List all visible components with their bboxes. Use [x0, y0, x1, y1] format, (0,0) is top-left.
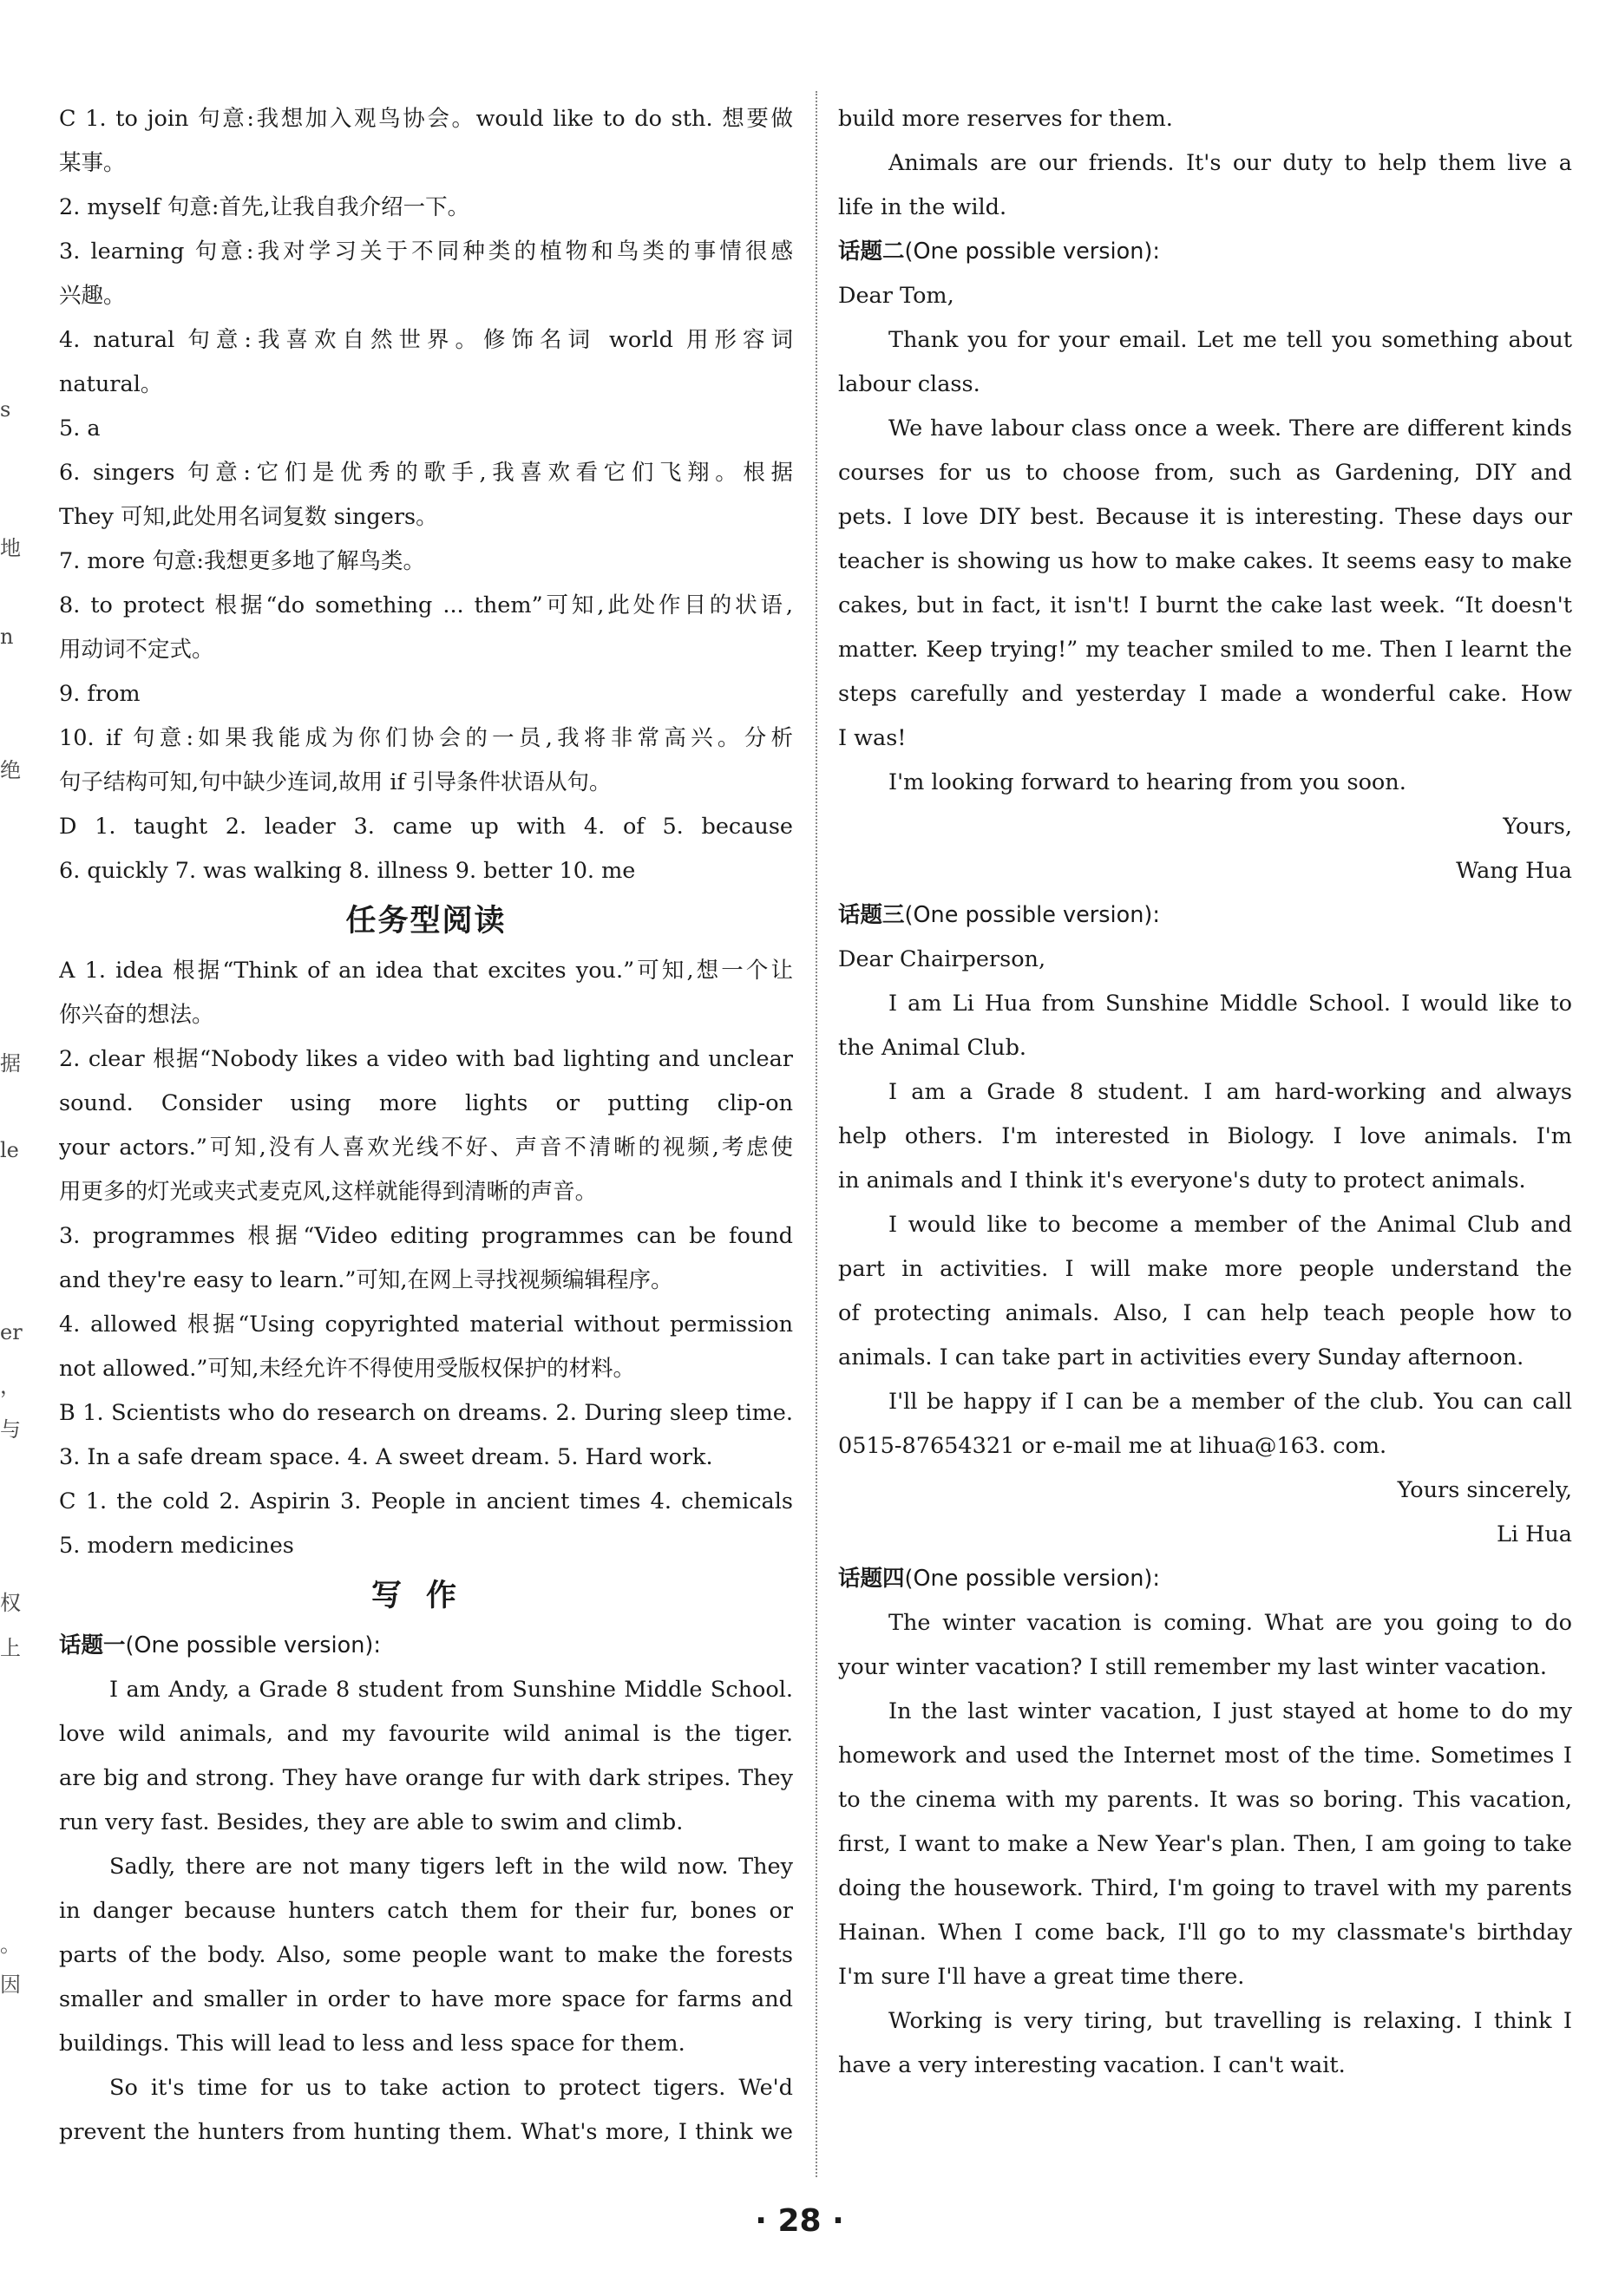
text-line: teacher is showing us how to make cakes. It seems easy to make: [838, 548, 1572, 574]
text-line: B 1. Scientists who do research on dreams. 2. During sleep time.: [59, 1400, 793, 1426]
edge-fragment: 地: [0, 536, 21, 560]
text-line: D 1. taught 2. leader 3. came up with 4. of 5. because: [59, 814, 793, 840]
text-line: matter. Keep trying!” my teacher smiled to me. Then I learnt the: [838, 637, 1572, 663]
topic-label: 话题三: [838, 902, 905, 928]
text-line: 9. from: [59, 681, 141, 707]
text-line: courses for us to choose from, such as Gardening, DIY and: [838, 460, 1572, 486]
topic-heading: [838, 893, 1572, 938]
text-line: 3. programmes 根据“Video editing programmes can be found: [59, 1223, 793, 1249]
topic-note: (One possible version):: [904, 239, 1160, 265]
topic-heading: [59, 1624, 793, 1668]
text-line: C 1. the cold 2. Aspirin 3. People in ancient times 4. chemicals: [59, 1488, 793, 1514]
text-line: Animals are our friends. It's our duty to help them live a: [888, 150, 1572, 176]
text-line: Dear Tom,: [838, 283, 954, 309]
edge-fragment: 上: [0, 1636, 21, 1660]
text-line: I'll be happy if I can be a member of the club. You can call: [888, 1389, 1572, 1415]
text-line: steps carefully and yesterday I made a wonderful cake. How: [838, 681, 1572, 707]
text-line: in danger because hunters catch them for their fur, bones or: [59, 1898, 793, 1924]
text-line: Thank you for your email. Let me tell you something about: [888, 327, 1572, 353]
text-line: C 1. to join 句意:我想加入观鸟协会。would like to do sth. 想要做: [59, 106, 793, 132]
topic-note: (One possible version):: [125, 1632, 381, 1658]
text-line: animals. I can take part in activities every Sunday afternoon.: [838, 1344, 1524, 1370]
text-line: have a very interesting vacation. I can't wait.: [838, 2052, 1346, 2078]
text-line: build more reserves for them.: [838, 106, 1173, 132]
text-line: We have labour class once a week. There are different kinds: [888, 415, 1572, 442]
text-line: and they're easy to learn.”可知,在网上寻找视频编辑程序。: [59, 1267, 673, 1293]
text-line: doing the housework. Third, I'm going to travel with my parents: [838, 1875, 1572, 1901]
text-line: 5. modern medicines: [59, 1533, 294, 1559]
edge-fragment: 权: [0, 1591, 21, 1615]
text-line: 5. a: [59, 415, 101, 442]
text-line: Dear Chairperson,: [838, 946, 1046, 972]
right-column: [838, 97, 1572, 2088]
text-line: 4. natural 句意:我喜欢自然世界。修饰名词 world 用形容词: [59, 327, 793, 353]
text-line: Working is very tiring, but travelling is relaxing. I think I: [888, 2008, 1572, 2034]
text-line: pets. I love DIY best. Because it is interesting. These days our: [838, 504, 1572, 530]
text-line: 2. myself 句意:首先,让我自我介绍一下。: [59, 194, 470, 220]
text-line: prevent the hunters from hunting them. What's more, I think we: [59, 2119, 793, 2145]
text-line: natural。: [59, 371, 163, 397]
signature-line: Li Hua: [1496, 1521, 1572, 1547]
edge-fragment: 与: [0, 1417, 21, 1442]
text-line: 3. learning 句意:我对学习关于不同种类的植物和鸟类的事情很感: [59, 239, 793, 265]
text-line: I'm looking forward to hearing from you soon.: [888, 769, 1406, 795]
left-column: [59, 97, 793, 2155]
text-line: The winter vacation is coming. What are you going to do: [888, 1610, 1572, 1636]
edge-fragment: 绝: [0, 758, 21, 782]
text-line: I am Andy, a Grade 8 student from Sunshine Middle School.: [109, 1677, 793, 1703]
topic-label: 话题四: [838, 1566, 905, 1592]
text-line: 7. more 句意:我想更多地了解鸟类。: [59, 548, 425, 574]
text-line: 你兴奋的想法。: [59, 1002, 214, 1028]
text-line: So it's time for us to take action to protect tigers. We'd: [109, 2075, 793, 2101]
text-line: I am a Grade 8 student. I am hard-working and always: [888, 1079, 1572, 1105]
text-line: homework and used the Internet most of the time. Sometimes I: [838, 1743, 1572, 1769]
text-line: buildings. This will lead to less and less space for them.: [59, 2031, 685, 2057]
text-line: 6. singers 句意:它们是优秀的歌手,我喜欢看它们飞翔。根据: [59, 460, 793, 486]
text-line: Hainan. When I come back, I'll go to my classmate's birthday: [838, 1920, 1572, 1946]
text-line: 用动词不定式。: [59, 637, 214, 663]
text-line: A 1. idea 根据“Think of an idea that excites you.”可知,想一个让: [59, 958, 793, 984]
edge-fragment: n: [0, 625, 14, 649]
text-line: 用更多的灯光或夹式麦克风,这样就能得到清晰的声音。: [59, 1179, 598, 1205]
text-line: I would like to become a member of the Animal Club and: [888, 1212, 1572, 1238]
text-line: to the cinema with my parents. It was so boring. This vacation,: [838, 1787, 1572, 1813]
text-line: They 可知,此处用名词复数 singers。: [59, 504, 438, 530]
left-edge-fragments: [0, 0, 21, 2296]
text-line: 0515-87654321 or e-mail me at lihua@163. com.: [838, 1433, 1387, 1459]
edge-fragment: er: [0, 1320, 23, 1344]
text-line: I'm sure I'll have a great time there.: [838, 1964, 1245, 1990]
text-line: part in activities. I will make more people understand the: [838, 1256, 1572, 1282]
edge-fragment: le: [0, 1138, 19, 1162]
signature-line: Yours,: [1503, 814, 1572, 840]
section-heading: 任务型阅读: [345, 904, 507, 939]
text-line: parts of the body. Also, some people want to make the forests: [59, 1942, 793, 1968]
text-line: of protecting animals. Also, I can help teach people how to: [838, 1300, 1572, 1326]
edge-fragment: 因: [0, 1972, 21, 1997]
text-line: are big and strong. They have orange fur with dark stripes. They: [59, 1765, 793, 1791]
text-line: sound. Consider using more lights or putting clip-on: [59, 1090, 793, 1116]
text-line: 3. In a safe dream space. 4. A sweet dream. 5. Hard work.: [59, 1444, 713, 1470]
text-line: your actors.”可知,没有人喜欢光线不好、声音不清晰的视频,考虑使: [59, 1135, 793, 1161]
text-line: 6. quickly 7. was walking 8. illness 9. better 10. me: [59, 858, 636, 884]
text-line: love wild animals, and my favourite wild animal is the tiger.: [59, 1721, 793, 1747]
text-line: 2. clear 根据“Nobody likes a video with bad lighting and unclear: [59, 1046, 793, 1072]
text-line: 某事。: [59, 150, 126, 176]
text-line: 4. allowed 根据“Using copyrighted material without permission: [59, 1312, 793, 1338]
text-line: life in the wild.: [838, 194, 1007, 220]
edge-fragment: ，: [0, 1374, 21, 1398]
text-line: I was!: [838, 725, 907, 751]
text-line: your winter vacation? I still remember my last winter vacation.: [838, 1654, 1547, 1680]
text-line: first, I want to make a New Year's plan. Then, I am going to take: [838, 1831, 1572, 1857]
edge-fragment: s: [0, 397, 11, 422]
topic-label: 话题一: [59, 1632, 126, 1658]
text-line: help others. I'm interested in Biology. I love animals. I'm: [838, 1123, 1572, 1149]
text-line: 10. if 句意:如果我能成为你们协会的一员,我将非常高兴。分析: [59, 725, 793, 751]
section-heading: 写作: [370, 1579, 481, 1613]
text-line: smaller and smaller in order to have more space for farms and: [59, 1986, 793, 2012]
text-line: 8. to protect 根据“do something ... them”可知,此处作目的状语,: [59, 592, 793, 618]
text-line: the Animal Club.: [838, 1035, 1027, 1061]
topic-note: (One possible version):: [904, 1566, 1160, 1592]
edge-fragment: 。: [0, 1933, 21, 1957]
text-line: run very fast. Besides, they are able to swim and climb.: [59, 1809, 684, 1835]
edge-fragment: 据: [0, 1051, 21, 1076]
signature-line: Yours sincerely,: [1397, 1477, 1572, 1503]
topic-label: 话题二: [838, 239, 905, 265]
text-line: Sadly, there are not many tigers left in the wild now. They: [109, 1854, 793, 1880]
text-line: I am Li Hua from Sunshine Middle School. I would like to: [888, 991, 1572, 1017]
text-line: labour class.: [838, 371, 980, 397]
page-number: · 28 ·: [755, 2203, 844, 2239]
column-divider: [816, 91, 817, 2177]
text-line: in animals and I think it's everyone's duty to protect animals.: [838, 1168, 1526, 1194]
text-line: cakes, but in fact, it isn't! I burnt the cake last week. “It doesn't: [838, 592, 1572, 618]
text-line: In the last winter vacation, I just stayed at home to do my: [888, 1698, 1572, 1724]
topic-heading: [838, 1557, 1572, 1601]
signature-line: Wang Hua: [1456, 858, 1572, 884]
text-line: 兴趣。: [59, 283, 126, 309]
text-line: 句子结构可知,句中缺少连词,故用 if 引导条件状语从句。: [59, 769, 612, 795]
topic-heading: [838, 230, 1572, 274]
text-line: not allowed.”可知,未经允许不得使用受版权保护的材料。: [59, 1356, 635, 1382]
topic-note: (One possible version):: [904, 902, 1160, 928]
